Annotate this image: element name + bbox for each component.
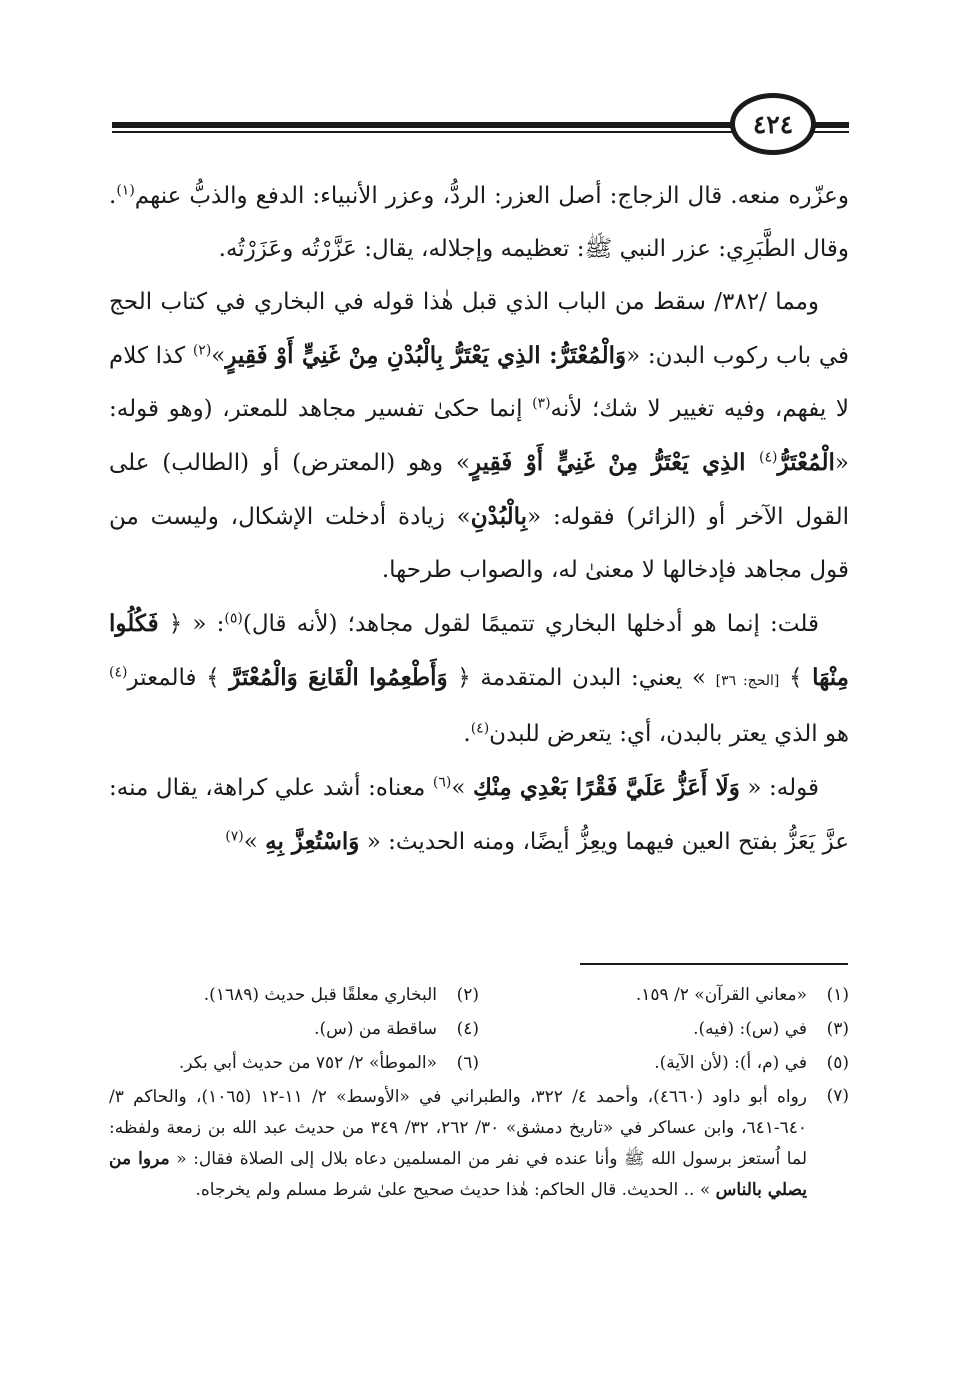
footnote-text: في (س): (فيه).: [693, 1019, 807, 1039]
page-number: ٤٢٤: [730, 93, 816, 155]
text: »: [451, 775, 473, 801]
footnote-7: [109, 1082, 849, 1206]
text: » وهو (المعترض) أو (الطالب) على القول الآخر أو (الزائر) فقوله: «: [109, 450, 850, 530]
footnote-text: «الموطأ» ٢/ ٧٥٢ من حديث أبي بكر.: [178, 1053, 437, 1073]
paragraph-2: [109, 276, 849, 597]
text: قلت: إنما هو أدخلها البخاري تتميمًا لقول مجاهد؛ (لأنه قال): [242, 611, 820, 637]
text: : « ﴿: [158, 611, 225, 637]
footnote-marker: (٧): [225, 828, 244, 845]
hadith-quote: وَاسْتُعِزَّ بِهِ: [265, 828, 360, 855]
footnote-1: [479, 985, 849, 1005]
paragraph-4: [109, 761, 849, 869]
footnote-marker: (٣): [532, 395, 551, 412]
text: ﴾ فالمعتر: [127, 665, 230, 691]
footnote-text: في (م، أ): (لأن الآية).: [654, 1053, 807, 1073]
quran-verse: وَأَطْعِمُوا الْقَانِعَ وَالْمُعْتَرَّ: [229, 664, 448, 691]
text: ومما /٣٨٢/ سقط من الباب الذي قبل هٰذا قوله في البخاري في كتاب الحج في باب ركوب البدن: «: [109, 289, 849, 369]
body-text: [109, 170, 849, 869]
text: » .. الحديث. قال الحاكم: هٰذا حديث صحيح علىٰ شرط مسلم ولم يخرجاه.: [195, 1180, 716, 1200]
footnote-number: (٧): [826, 1086, 849, 1106]
footnote-4: [109, 1019, 479, 1039]
footnote-text: البخاري معلقًا قبل حديث (١٦٨٩).: [203, 985, 437, 1005]
footnote-row: [109, 1046, 849, 1080]
quote-bold: وَالْمُعْتَرُّ: الذِي يَعْتَرُّ بِالْبُدْنِ مِنْ غَنِيٍّ أَوْ فَقِيرٍ: [225, 342, 627, 369]
text: إنما حكىٰ تفسير مجاهد للمعتر، (وهو قوله: «: [109, 396, 849, 476]
text: »: [243, 829, 266, 855]
text: .: [463, 721, 471, 747]
footnote-3: [479, 1019, 849, 1039]
footnote-row: [109, 978, 849, 1012]
footnote-6: [109, 1053, 479, 1073]
quote-bold: الْمُعْتَرُّ: [777, 449, 835, 476]
text: هو الذي يعتر بالبدن، أي: يتعرض للبدن: [489, 721, 849, 747]
footnote-row: [109, 1012, 849, 1046]
text: رواه أبو داود (٤٦٦٠)، وأحمد ٤/ ٣٢٢، والطبراني في «الأوسط» ٢/ ١١-١٢ (١٠٦٥)، والحاكم ٣/ ٦٤٠-٦٤١، وابن عساكر في «تاريخ دمشق» ٣٠/ ٢٦٢، ٣٢/ ٣٤٩ من حديث عبد الله بن زمعة ولفظه: لما اُستعز برسول الله ﷺ وأنا عنده في نفر من المسلمين دعاه بلال إلى الصلاة فقال: «: [109, 1087, 808, 1169]
text: ﴾: [779, 665, 813, 691]
footnote-number: (٢): [456, 985, 479, 1005]
hadith-quote: مروا من يصلي بالناس: [109, 1149, 807, 1200]
quote-bold: بِالْبُدْنِ: [470, 503, 528, 530]
text: » زيادة أدخلت الإشكال، وليست من قول مجاهد فإدخالها لا معنىٰ له، والصواب طرحها.: [109, 504, 849, 583]
footnote-number: (٤): [456, 1019, 479, 1039]
text: معناه: أشد علي كراهة، يقال منه: عزَّ يَعَزُّ بفتح العين فيهما ويعِزُّ أيضًا، ومنه الحديث: «: [109, 775, 849, 855]
text: قوله: «: [739, 775, 820, 801]
text: وعزّره منعه. قال الزجاج: أصل العزر: الردُّ، وعزر الأنبياء: الدفع والذبُّ عنهم: [134, 183, 849, 209]
text: »: [211, 343, 226, 369]
page-header: [0, 0, 953, 160]
text: . وقال الطَّبَرِي: عزر النبي ﷺ: تعظيمه وإجلاله، يقال: عَزَّرْتُه وعَزَرْتُه.: [109, 183, 849, 262]
footnote-marker: (٥): [224, 610, 243, 627]
footnotes: [109, 978, 849, 1206]
footnote-marker: (٤): [759, 449, 778, 466]
footnote-5: [479, 1053, 849, 1073]
footnote-marker: (٤): [470, 720, 490, 737]
footnote-text: «معاني القرآن» ٢/ ١٥٩.: [635, 985, 807, 1005]
text: » يعني: البدن المتقدمة ﴿: [447, 665, 716, 691]
footnote-separator: [580, 963, 848, 965]
footnote-number: (٥): [826, 1053, 849, 1073]
footnote-text: [109, 1082, 807, 1206]
footnote-marker: (٢): [192, 342, 212, 359]
footnote-marker: (٦): [432, 774, 452, 791]
footnote-marker: (٤): [109, 664, 128, 681]
verse-reference: [الحج: ٣٦]: [715, 673, 780, 689]
paragraph-1: [109, 170, 849, 276]
footnote-text: ساقطة من (س).: [314, 1019, 437, 1039]
footnote-2: [109, 985, 479, 1005]
hadith-quote: وَلَا أَعَزُّ عَلَيَّ فَقْرًا بَعْدِي مِنْكِ: [473, 774, 740, 801]
quote-bold: الذِي يَعْتَرُّ مِنْ غَنِيٍّ أَوْ فَقِيرٍ: [469, 449, 760, 476]
footnote-number: (٣): [826, 1019, 849, 1039]
text: كذا كلام لا يفهم، وفيه تغيير لا شك؛ لأنه: [109, 343, 849, 422]
quran-verse: فَكُلُوا مِنْهَا: [109, 610, 849, 691]
paragraph-3: [109, 597, 849, 761]
footnote-number: (٦): [456, 1053, 479, 1073]
footnote-number: (١): [826, 985, 849, 1005]
footnote-marker: (١): [116, 182, 135, 199]
